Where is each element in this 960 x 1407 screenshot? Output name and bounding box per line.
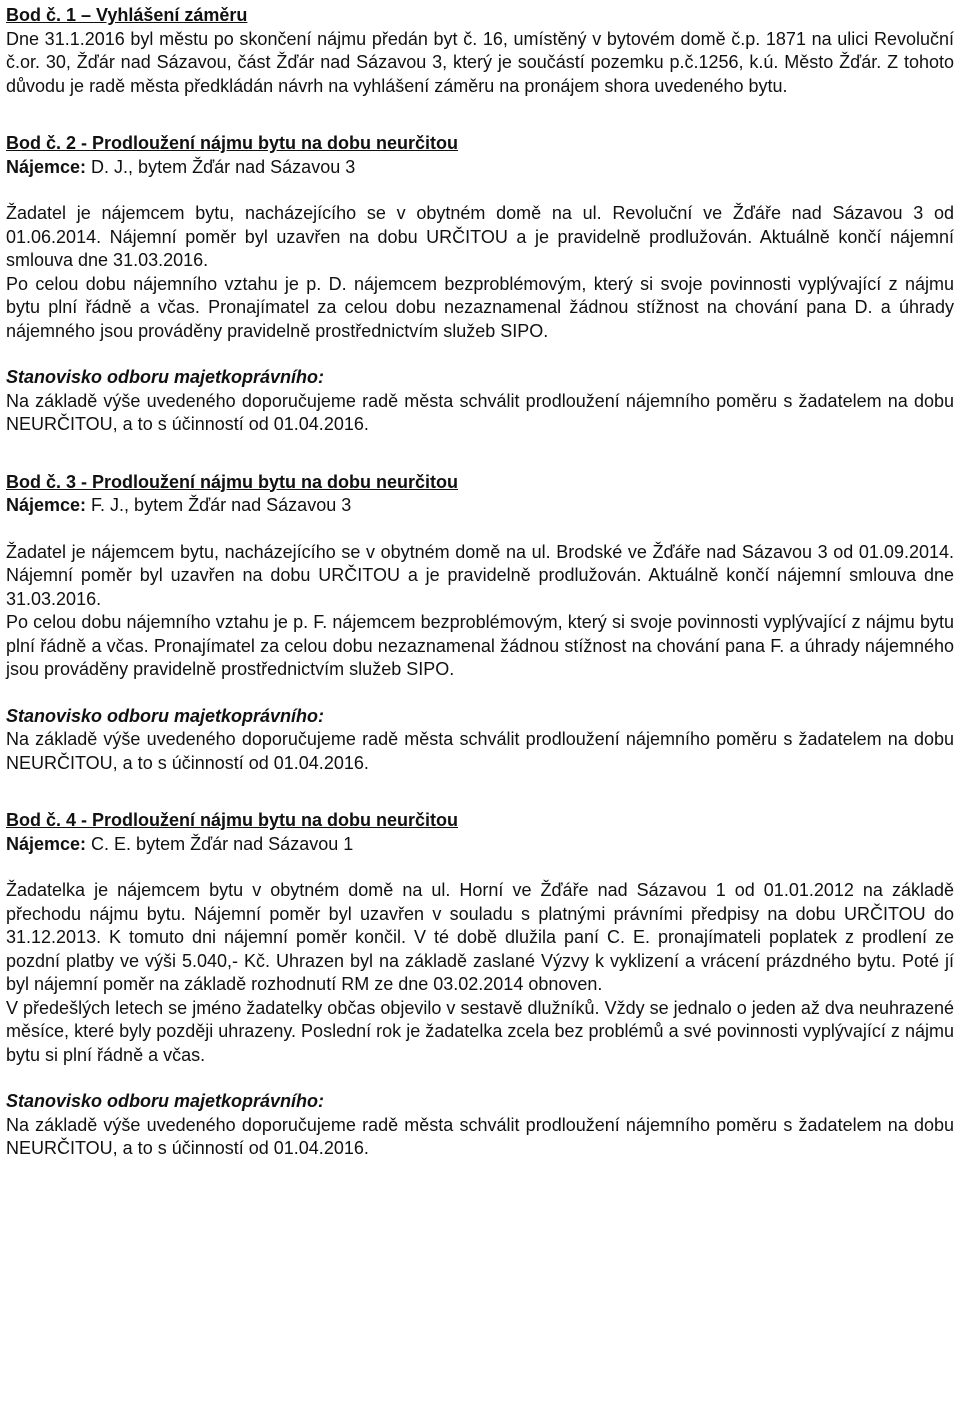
opinion-title: Stanovisko odboru majetkoprávního: (6, 1091, 325, 1111)
opinion-text: Na základě výše uvedeného doporučujeme radě města schválit prodloužení nájemního poměru s žadatelem na dobu NEURČITOU, a to s účinností od 01.04.2016. (6, 729, 954, 773)
section-heading: Bod č. 4 - Prodloužení nájmu bytu na dobu neurčitou (6, 810, 459, 830)
section-bod-2 (6, 132, 954, 437)
section-paragraph: V předešlých letech se jméno žadatelky občas objevilo v sestavě dlužníků. Vždy se jednalo o jeden až dva neuhrazené měsíce, které byly později uhrazeny. Poslední rok je žadatelka zcela bez problémů a své povinnosti vyplývající z nájmu bytu si plní řádně a včas. (6, 997, 954, 1065)
opinion-title: Stanovisko odboru majetkoprávního: (6, 705, 325, 726)
tenant-label: Nájemce: (6, 833, 87, 854)
section-paragraph: Žadatelka je nájemcem bytu v obytném domě na ul. Horní ve Žďáře nad Sázavou 1 od 01.01.2012 na základě přechodu nájmu bytu. Nájemní poměr byl uzavřen v souladu s platnými právními předpisy na dobu URČITOU do 31.12.2013. K tomuto dni nájemní poměr končil. V té době dlužila paní C. E. pronajímateli poplatek z prodlení ze pozdní platby ve výši 5.040,- Kč. Uhrazen byl na základě zaslané Výzvy k vyklizení a vrácení prázdného bytu. Poté jí byl nájemní poměr na základě rozhodnutí RM ze dne 03.02.2014 obnoven. (6, 880, 954, 994)
tenant-value: F. J., bytem Žďár nad Sázavou 3 (86, 495, 352, 515)
opinion-text: Na základě výše uvedeného doporučujeme radě města schválit prodloužení nájemního poměru s žadatelem na dobu NEURČITOU, a to s účinností od 01.04.2016. (6, 390, 954, 434)
opinion-text: Na základě výše uvedeného doporučujeme radě města schválit prodloužení nájemního poměru s žadatelem na dobu NEURČITOU, a to s účinností od 01.04.2016. (6, 1114, 954, 1158)
tenant-label: Nájemce: (6, 156, 87, 177)
tenant-value: C. E. bytem Žďár nad Sázavou 1 (86, 833, 354, 854)
tenant-line (6, 494, 954, 518)
section-bod-3 (6, 471, 954, 776)
tenant-label: Nájemce: (6, 495, 87, 515)
section-paragraph: Žadatel je nájemcem bytu, nacházejícího se v obytném domě na ul. Brodské ve Žďáře nad Sázavou 3 od 01.09.2014. Nájemní poměr byl uzavřen na dobu URČITOU a je pravidelně prodlužován. Aktuálně končí nájemní smlouva dne 31.03.2016. (6, 541, 954, 609)
section-heading: Bod č. 3 - Prodloužení nájmu bytu na dobu neurčitou (6, 471, 459, 492)
section-paragraph: Po celou dobu nájemního vztahu je p. D. nájemcem bezproblémovým, který si svoje povinnosti vyplývající z nájmu bytu plní řádně a včas. Pronajímatel za celou dobu nezaznamenal žádnou stížnost na chování pana D. a úhrady nájemného jsou prováděny pravidelně prostřednictvím služeb SIPO. (6, 273, 954, 341)
tenant-line (6, 156, 954, 180)
section-heading: Bod č. 2 - Prodloužení nájmu bytu na dobu neurčitou (6, 133, 459, 153)
section-heading: Bod č. 1 – Vyhlášení záměru (6, 5, 248, 25)
section-bod-1 (6, 4, 954, 98)
opinion-title: Stanovisko odboru majetkoprávního: (6, 367, 325, 387)
section-paragraph: Dne 31.1.2016 byl městu po skončení nájmu předán byt č. 16, umístěný v bytovém domě č.p. 1871 na ulici Revoluční č.or. 30, Žďár nad Sázavou, část Žďár nad Sázavou 3, který je součástí pozemku p.č.1256, k.ú. Město Žďár. Z tohoto důvodu je radě města předkládán návrh na vyhlášení záměru na pronájem shora uvedeného bytu. (6, 28, 954, 96)
tenant-line (6, 833, 954, 857)
tenant-value: D. J., bytem Žďár nad Sázavou 3 (86, 156, 356, 177)
section-paragraph: Po celou dobu nájemního vztahu je p. F. nájemcem bezproblémovým, který si svoje povinnosti vyplývající z nájmu bytu plní řádně a včas. Pronajímatel za celou dobu nezaznamenal žádnou stížnost na chování pana F. a úhrady nájemného jsou prováděny pravidelně prostřednictvím služeb SIPO. (6, 612, 954, 679)
section-paragraph: Žadatel je nájemcem bytu, nacházejícího se v obytném domě na ul. Revoluční ve Žďáře nad Sázavou 3 od 01.06.2014. Nájemní poměr byl uzavřen na dobu URČITOU a je pravidelně prodlužován. Aktuálně končí nájemní smlouva dne 31.03.2016. (6, 203, 954, 270)
section-bod-4 (6, 809, 954, 1161)
